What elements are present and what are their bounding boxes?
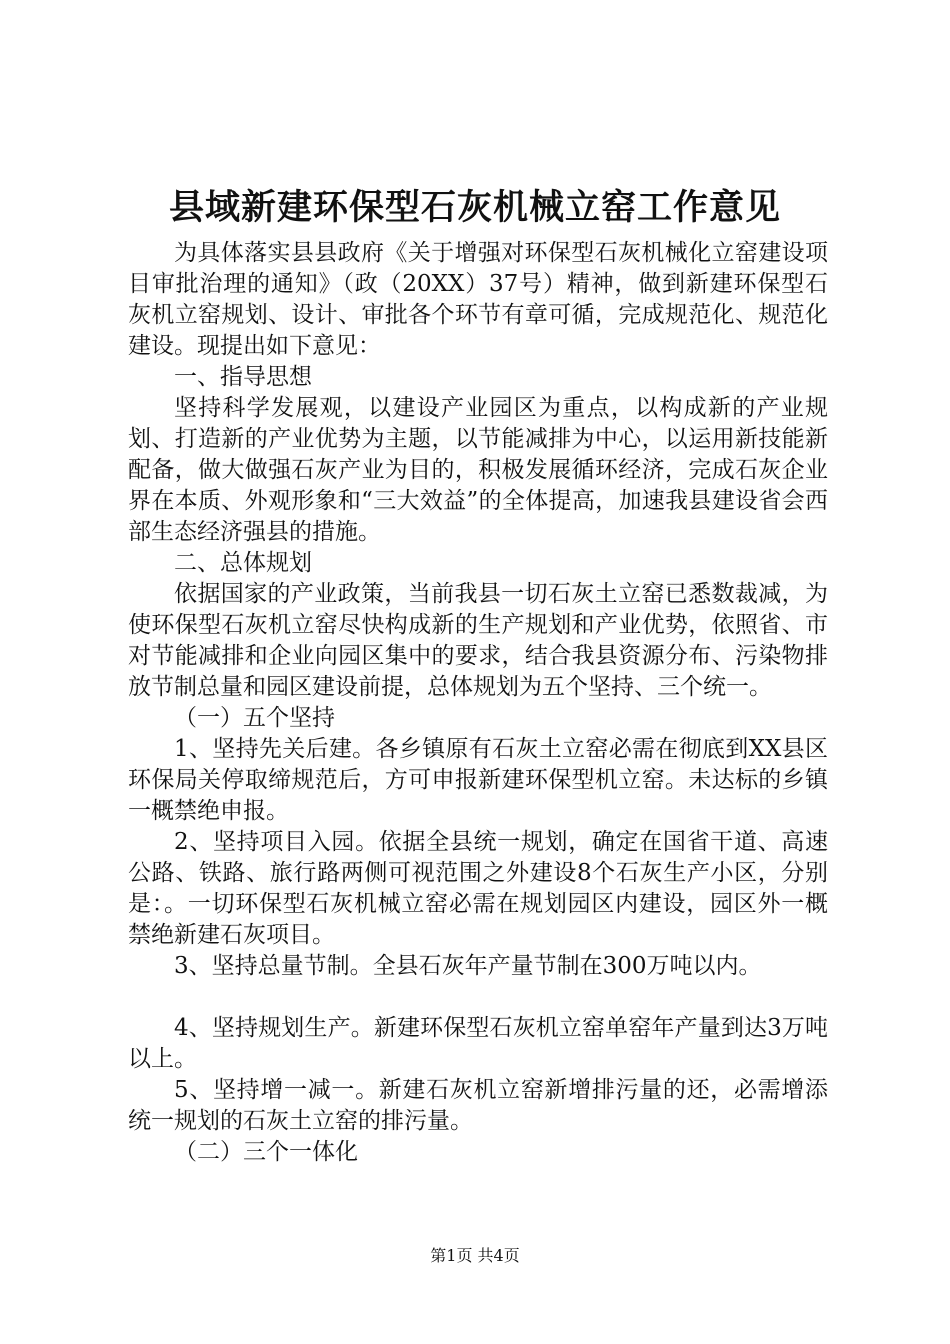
adherence-item-2: 2、坚持项目入园。依据全县统一规划，确定在国省干道、高速公路、铁路、旅行路两侧可视范围之外建设8个石灰生产小区，分别是：。一切环保型石灰机械立窑必需在规划园区内建设，园区外一概禁绝新建石灰项目。: [128, 829, 828, 948]
adherence-item-5: 5、坚持增一减一。新建石灰机立窑新增排污量的还，必需增添统一规划的石灰土立窑的排污量。: [128, 1077, 828, 1134]
document-body: [128, 238, 828, 1168]
page-footer: 第1页 共4页: [430, 1246, 520, 1265]
blank-line: [128, 982, 828, 1013]
intro-paragraph: 为具体落实县县政府《关于增强对环保型石灰机械化立窑建设项目审批治理的通知》（政（20XX）37号）精神，做到新建环保型石灰机立窑规划、设计、审批各个环节有章可循，完成规范化、规范化建设。现提出如下意见：: [128, 240, 828, 359]
subsection-heading-five-adherences: （一）五个坚持: [174, 705, 335, 731]
adherence-item-3: 3、坚持总量节制。全县石灰年产量节制在300万吨以内。: [174, 953, 762, 979]
subsection-heading-three-integrations: （二）三个一体化: [174, 1139, 358, 1165]
overall-plan-paragraph: 依据国家的产业政策，当前我县一切石灰土立窑已悉数裁减，为使环保型石灰机立窑尽快构成新的生产规划和产业优势，依照省、市对节能减排和企业向园区集中的要求，结合我县资源分布、污染物排放节制总量和园区建设前提，总体规划为五个坚持、三个统一。: [128, 581, 828, 700]
adherence-item-4: 4、坚持规划生产。新建环保型石灰机立窑单窑年产量到达3万吨以上。: [128, 1015, 828, 1072]
section-heading-overall-plan: 二、总体规划: [174, 550, 312, 576]
section-heading-guiding-ideology: 一、指导思想: [174, 364, 312, 390]
adherence-item-1: 1、坚持先关后建。各乡镇原有石灰土立窑必需在彻底到XX县区环保局关停取缔规范后，方可申报新建环保型机立窑。未达标的乡镇一概禁绝申报。: [128, 736, 828, 824]
document-title: 县域新建环保型石灰机械立窑工作意见: [168, 188, 781, 228]
guiding-ideology-paragraph: 坚持科学发展观，以建设产业园区为重点，以构成新的产业规划、打造新的产业优势为主题，以节能减排为中心，以运用新技能新配备，做大做强石灰产业为目的，积极发展循环经济，完成石灰企业界在本质、外观形象和“三大效益”的全体提高，加速我县建设省会西部生态经济强县的措施。: [128, 395, 828, 545]
